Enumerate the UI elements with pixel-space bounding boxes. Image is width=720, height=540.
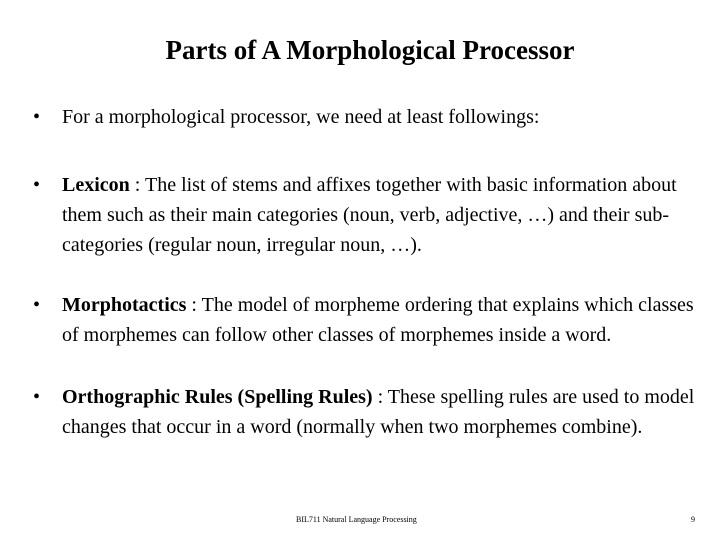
intro-text: For a morphological processor, we need at least followings: bbox=[62, 106, 540, 128]
lexicon-text bbox=[62, 170, 702, 260]
bullet-dot: • bbox=[33, 386, 41, 408]
bullet-dot: • bbox=[33, 106, 41, 128]
bullet-dot: • bbox=[33, 174, 41, 196]
slide-title: Parts of A Morphological Processor bbox=[165, 35, 575, 65]
orthographic-rules-description: : These spelling rules are used to model changes that occur in a word (normally when two morphemes combine). bbox=[62, 386, 695, 438]
lexicon-term: Lexicon bbox=[62, 174, 130, 196]
bullet-dot: • bbox=[33, 294, 41, 316]
morphotactics-term: Morphotactics bbox=[62, 294, 187, 316]
morphotactics-description: : The model of morpheme ordering that explains which classes of morphemes can follow other classes of morphemes inside a word. bbox=[62, 294, 694, 346]
morphotactics-text bbox=[62, 290, 702, 350]
orthographic-rules-text bbox=[62, 382, 702, 442]
orthographic-rules-term: Orthographic Rules (Spelling Rules) bbox=[62, 386, 373, 408]
footer-text: BIL711 Natural Language Processing bbox=[296, 515, 417, 524]
page-number: 9 bbox=[691, 515, 695, 524]
lexicon-description: : The list of stems and affixes together with basic information about them such as their main categories (noun, verb, adjective, …) and their sub-categories (regular noun, irregular noun, …). bbox=[62, 174, 677, 256]
